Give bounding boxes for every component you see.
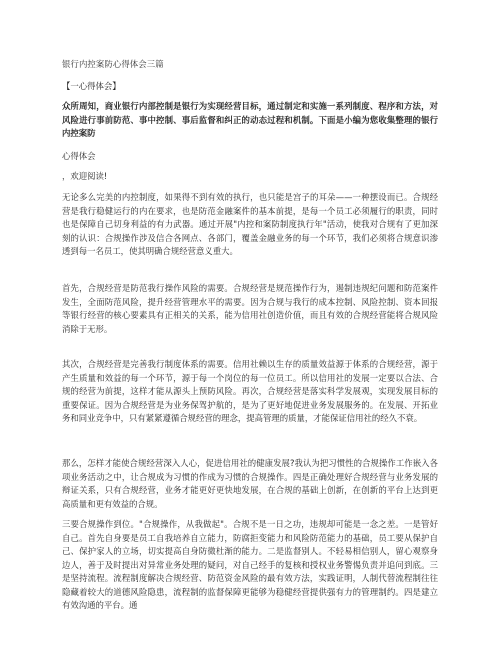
body-paragraph-4: 那么，怎样才能使合规经营深入人心，促进信用社的健康发展?我认为把习惯性的合规操作工作嵌入各项业务活动之中，让合规成为习惯的作成为习惯的合规操作。四是正确处理好合规经营与业务发展的辩证关系，只有合规经营，业务才能更好更快地发展，在合规的基础上创新，在创新的平台上达到更高质量和更有效益的合规。	[62, 458, 438, 509]
subheading: 心得体会	[62, 151, 96, 161]
document-title: 银行内控案防心得体会三篇	[62, 59, 164, 69]
welcome-line: ，欢迎阅读!	[62, 171, 108, 181]
body-paragraph-2: 首先，合规经营是防范我行操作风险的需要。合规经营是规范操作行为，遏制违规纪问题和防范案件发生，全面防范风险，提升经营管理水平的需要。因为合规与我行的成本控制、风险控制、资本回报等银行经营的核心要素具有正相关的关系，能为信用社创造价值，而且有效的合规经营能将合规风险消除于无形。	[62, 283, 438, 334]
section-heading: 【一心得体会】	[62, 81, 121, 91]
intro-paragraph: 众所周知，商业银行内部控制是银行为实现经营目标，通过制定和实施一系列制度、程序和方法，对风险进行事前防范、事中控制、事后监督和纠正的动态过程和机制。下面是小编为您收集整理的银行内控案防	[62, 101, 438, 138]
body-paragraph-1: 无论多么完美的内控制度，如果得不到有效的执行，也只能是宫子的耳朵——一种摆设而已。合规经营是我行稳健运行的内在要求，也是防范金融案件的基本前提，是每一个员工必须履行的职责，同时也是保障自己切身利益的有力武器。通过开展"内控和案防制度执行年"活动，使我对合规有了更加深刻的认识：合规操作涉及信合各网点、各部门，覆盖金融业务的每一个环节，我们必须将合规意识渗透到每一名员工，使其明确合规经营意义重大。	[62, 192, 438, 256]
body-paragraph-3: 其次，合规经营是完善我行制度体系的需要。信用社赖以生存的质量效益源于体系的合规经营，源于产生质量和效益的每一个环节，源于每一个岗位的每一位员工。所以信用社的发展一定要以合法、合规的经营为前提，这样才能从源头上预防风险。再次，合规经营是落实科学发展观，实现发展目标的重要保证。因为合规经营是为业务保驾护航的，是为了更好地促进业务发展服务的。在发展、开拓业务和同业竞争中，只有紧紧遵循合规经营的理念，提高管理的质量，才能保证信用社的经久不衰。	[62, 359, 438, 423]
body-paragraph-5: 三要合规操作到位。"合规操作，从我做起"。合规不是一日之功，违规却可能是一念之差。一是管好自己。首先自身要是员工自我培养自立能力，防腐拒变能力和风险防范能力的基础，员工要从保护自己、保护家人的立场，切实提高自身防微杜渐的能力。二是监督别人。不轻易相信别人，留心观察身边人，善于及时提出对异常业务处理的疑问，对自己经手的复核和授权业务警惕负责并追问到底。三是坚持流程。流程制度解决合规经营、防范资金风险的最有效方法，实践证明，人制代替流程制往往隐藏着较大的道德风险隐患，流程制的监督保障更能够为稳健经营提供强有力的管理制约。四是建立有效沟通的平台。通	[62, 519, 438, 610]
